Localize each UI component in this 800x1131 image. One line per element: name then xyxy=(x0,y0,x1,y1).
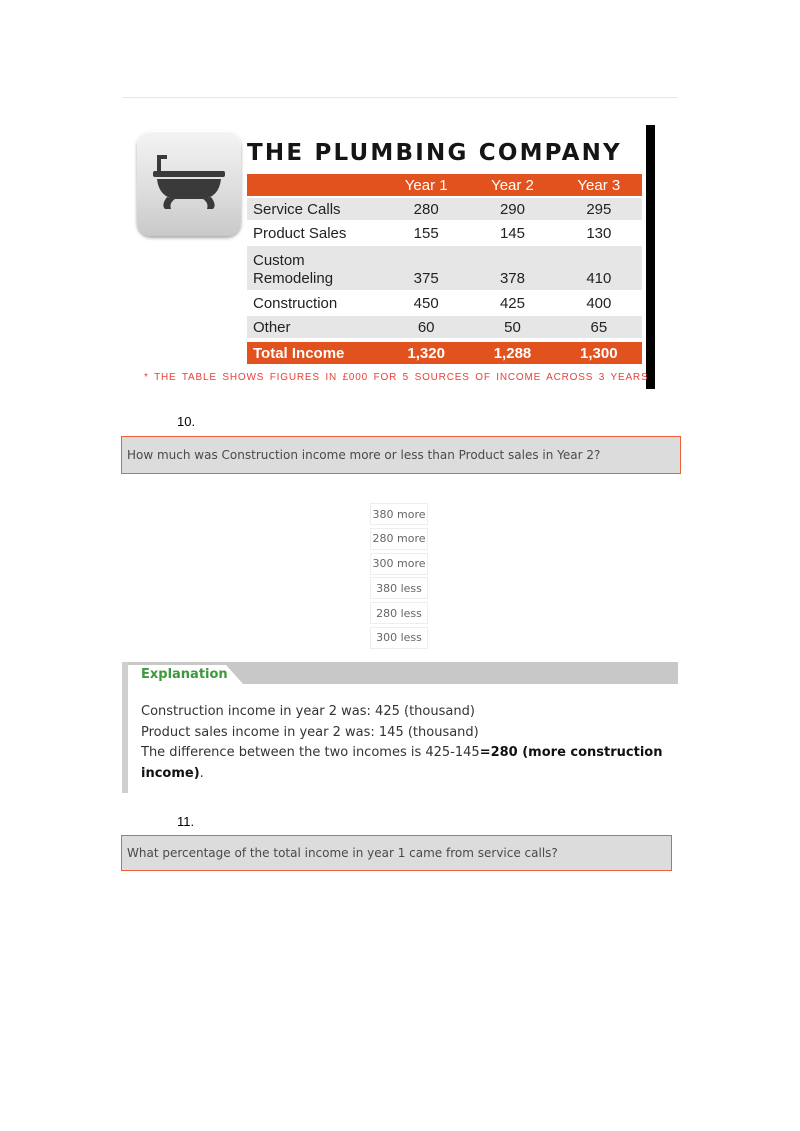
table-cell: 145 xyxy=(499,224,525,242)
explanation-text: The difference between the two incomes is 425-145 xyxy=(141,745,480,760)
table-row xyxy=(247,316,642,338)
question-number-11: 11. xyxy=(177,814,195,829)
total-label: Total Income xyxy=(247,340,383,364)
bathtub-icon xyxy=(151,153,227,213)
question-10-text: How much was Construction income more or less than Product sales in Year 2? xyxy=(127,448,601,462)
table-header-year1: Year 1 xyxy=(383,174,469,196)
table-cell: 50 xyxy=(469,316,555,338)
explanation-answer: =280 (more construction income) xyxy=(141,745,663,781)
answer-option-280-less[interactable]: 280 less xyxy=(370,602,428,624)
explanation-line: Construction income in year 2 was: 425 (thousand) xyxy=(141,704,475,719)
table-cell: 290 xyxy=(469,198,555,220)
explanation-period: . xyxy=(199,765,204,781)
table-cell: 400 xyxy=(586,294,612,312)
row-label: Product Sales xyxy=(253,224,347,242)
table-row xyxy=(247,222,642,244)
explanation-tab-slope xyxy=(226,665,244,685)
table-cell: 410 xyxy=(556,246,642,290)
question-number-10: 10. xyxy=(177,414,196,429)
decorative-vertical-bar xyxy=(646,125,655,389)
table-cell: 295 xyxy=(556,198,642,220)
table-row xyxy=(247,246,642,290)
row-label: Service Calls xyxy=(247,198,383,220)
answer-option-280-more[interactable]: 280 more xyxy=(370,528,428,550)
table-header-year3: Year 3 xyxy=(556,174,642,196)
explanation-title: Explanation xyxy=(141,667,228,682)
company-title: THE PLUMBING COMPANY xyxy=(247,140,622,166)
table-row xyxy=(247,198,642,220)
table-row xyxy=(247,292,642,314)
row-label: Custom Remodeling xyxy=(247,246,383,290)
top-divider xyxy=(122,97,678,98)
total-cell: 1,288 xyxy=(469,340,555,364)
answer-option-380-more[interactable]: 380 more xyxy=(370,503,428,525)
total-row xyxy=(247,340,642,364)
question-11-text: What percentage of the total income in year 1 came from service calls? xyxy=(127,846,558,860)
total-cell: 1,320 xyxy=(383,340,469,364)
table-header-row xyxy=(247,174,642,196)
answer-option-300-less[interactable]: 300 less xyxy=(370,627,428,649)
table-footnote: * THE TABLE SHOWS FIGURES IN £000 FOR 5 SOURCES OF INCOME ACROSS 3 YEARS xyxy=(144,372,649,383)
income-table xyxy=(247,172,642,366)
question-10-box xyxy=(121,436,681,474)
table-cell: 155 xyxy=(413,224,439,242)
explanation-panel xyxy=(122,662,678,793)
explanation-line: Product sales income in year 2 was: 145 (thousand) xyxy=(141,724,479,740)
question-11-box xyxy=(121,835,672,871)
table-cell: 425 xyxy=(499,294,525,312)
table-cell: 65 xyxy=(556,316,642,338)
explanation-line xyxy=(141,743,671,784)
answer-option-380-less[interactable]: 380 less xyxy=(370,577,428,599)
bathtub-icon-tile xyxy=(137,131,241,236)
table-cell: 378 xyxy=(469,246,555,290)
row-label: Other xyxy=(247,316,383,338)
table-cell: 280 xyxy=(383,198,469,220)
table-cell: 450 xyxy=(413,294,439,312)
table-header-empty xyxy=(247,174,383,196)
answer-option-300-more[interactable]: 300 more xyxy=(370,553,428,575)
table-cell: 375 xyxy=(383,246,469,290)
row-label: Construction xyxy=(253,294,338,312)
table-cell: 130 xyxy=(586,224,612,242)
table-cell: 60 xyxy=(383,316,469,338)
table-header-year2: Year 2 xyxy=(469,174,555,196)
explanation-side-bar xyxy=(122,662,128,793)
explanation-body xyxy=(141,702,671,784)
total-cell: 1,300 xyxy=(556,340,642,364)
answer-options xyxy=(370,503,428,652)
